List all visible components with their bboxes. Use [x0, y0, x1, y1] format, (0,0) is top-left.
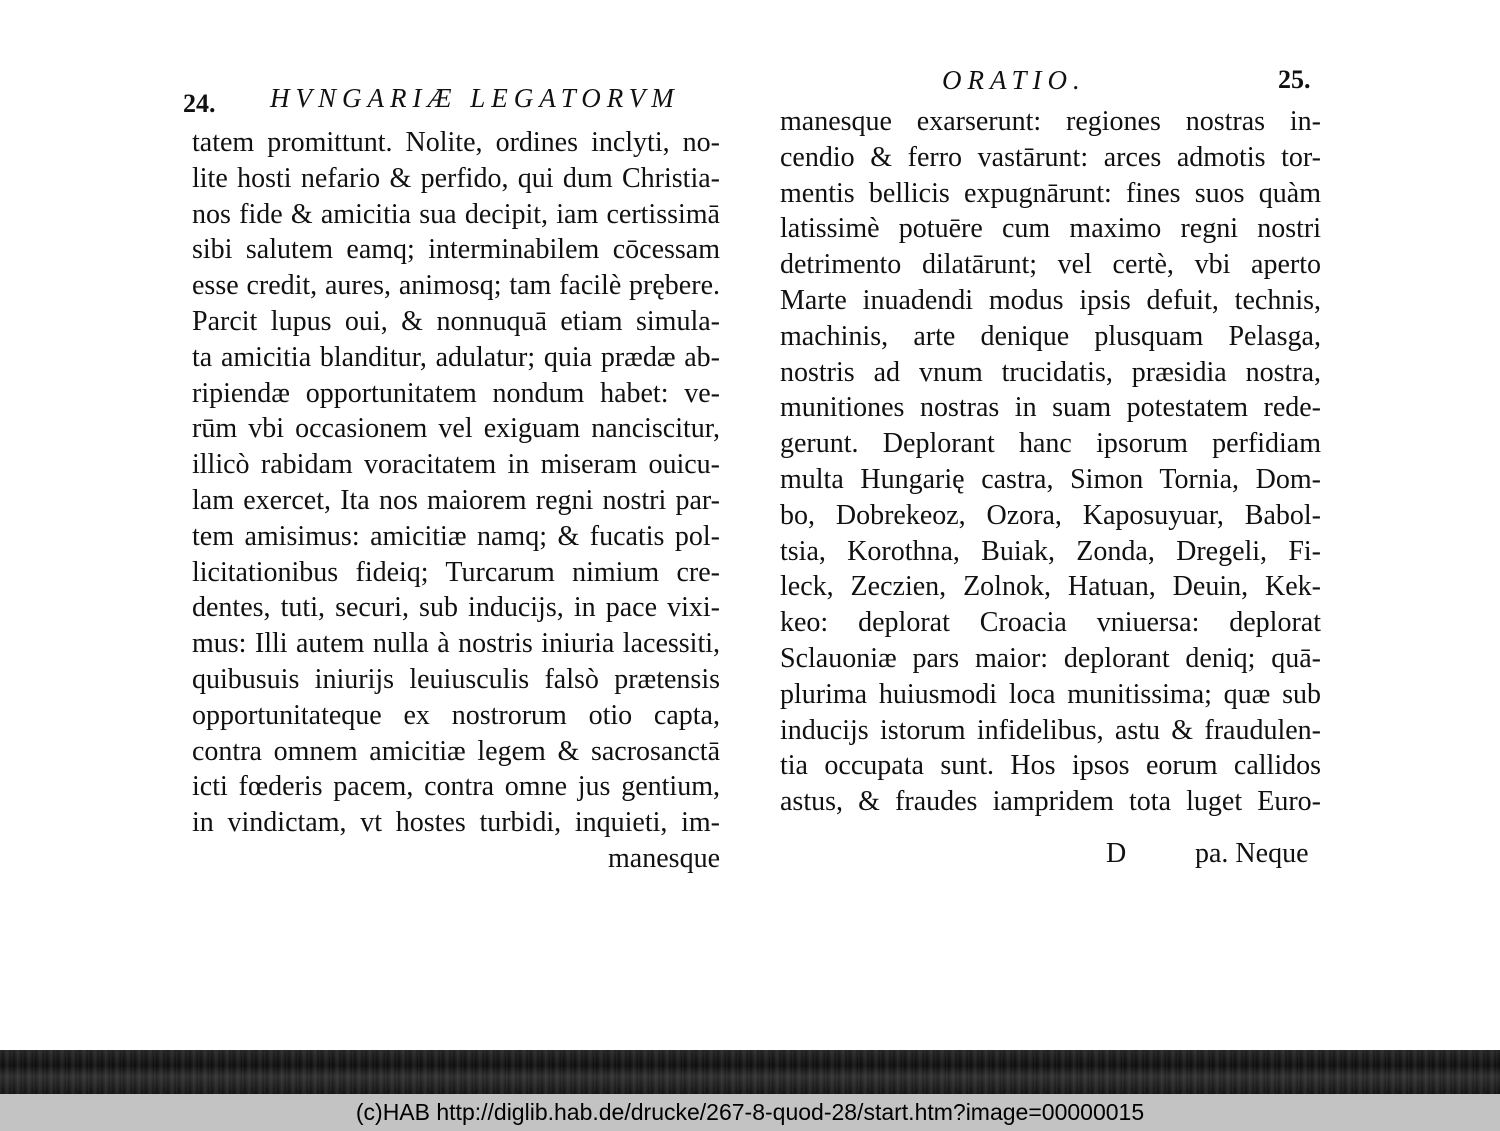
- text-line: detrimento dilatārunt; vel certè, vbi aperto: [780, 249, 1321, 281]
- text-line: machinis, arte denique plusquam Pelasga,: [780, 320, 1321, 352]
- text-line: keo: deplorat Croacia vniuersa: deplorat: [780, 607, 1321, 639]
- text-line: astus, & fraudes iampridem tota luget Euro-: [780, 786, 1321, 818]
- catchword: pa. Neque: [1195, 838, 1309, 869]
- text-line: manesque exarserunt: regiones nostras in-: [780, 106, 1321, 137]
- text-line: gerunt. Deplorant hanc ipsorum perfidiam: [780, 428, 1321, 460]
- text-line: esse credit, aures, animosq; tam facilè prębere.: [192, 270, 720, 302]
- text-line: tia occupata sunt. Hos ipsos eorum callidos: [780, 750, 1321, 782]
- text-line: licitationibus fideiq; Turcarum nimium cre-: [192, 556, 720, 588]
- text-line: tatem promittunt. Nolite, ordines inclyti, no-: [192, 127, 720, 158]
- scan-edge-strip: [0, 1050, 1500, 1094]
- text-line: ta amicitia blanditur, adulatur; quia prædæ ab-: [192, 341, 720, 373]
- text-line: icti fœderis pacem, contra omne jus gentium,: [192, 771, 720, 803]
- text-line: dentes, tuti, securi, sub inducijs, in pace vixi-: [192, 592, 720, 624]
- text-line: sibi salutem eamq; interminabilem cōcessam: [192, 234, 720, 266]
- text-line: illicò rabidam voracitatem in miseram ouicu-: [192, 449, 720, 481]
- left-text-block: [192, 125, 720, 877]
- text-line: cendio & ferro vastārunt: arces admotis tor-: [780, 141, 1321, 173]
- text-line: tem amisimus: amicitiæ namq; & fucatis pol-: [192, 520, 720, 552]
- text-line: leck, Zeczien, Zolnok, Hatuan, Deuin, Kek-: [780, 571, 1321, 603]
- right-page: [750, 0, 1500, 1050]
- text-line: multa Hungarię castra, Simon Tornia, Dom-: [780, 463, 1321, 495]
- left-page-number: 24.: [183, 89, 216, 118]
- text-line: munitiones nostras in suam potestatem rede-: [780, 392, 1321, 424]
- text-line: opportunitateque ex nostrorum otio capta,: [192, 699, 720, 731]
- text-line: plurima huiusmodi loca munitissima; quæ sub: [780, 678, 1321, 710]
- text-line: lite hosti nefario & perfido, qui dum Christia-: [192, 162, 720, 194]
- text-line: tsia, Korothna, Buiak, Zonda, Dregeli, Fi-: [780, 535, 1321, 567]
- text-line: quibusuis iniurijs leuiusculis falsò prætensis: [192, 663, 720, 695]
- left-running-head: HVNGARIÆ LEGATORVM: [270, 83, 680, 113]
- text-line: bo, Dobrekeoz, Ozora, Kaposuyuar, Babol-: [780, 499, 1321, 531]
- text-line: ripiendæ opportunitatem nondum habet: ve-: [192, 377, 720, 409]
- text-line: mentis bellicis expugnārunt: fines suos quàm: [780, 177, 1321, 209]
- text-line: rūm vbi occasionem vel exiguam nanciscitur,: [192, 413, 720, 445]
- signature-mark: D: [1106, 838, 1127, 869]
- right-page-number: 25.: [1278, 65, 1311, 94]
- text-line: nostris ad vnum trucidatis, præsidia nostra,: [780, 356, 1321, 388]
- text-line: Parcit lupus oui, & nonnuquā etiam simula-: [192, 305, 720, 337]
- right-running-head: ORATIO.: [942, 65, 1086, 95]
- left-page: [0, 0, 750, 1050]
- text-line: Marte inuadendi modus ipsis defuit, technis,: [780, 284, 1321, 316]
- text-line: contra omnem amicitiæ legem & sacrosanctā: [192, 735, 720, 767]
- text-line: in vindictam, vt hostes turbidi, inquieti, im-: [192, 807, 720, 839]
- copyright-footer: (c)HAB http://diglib.hab.de/drucke/267-8-quod-28/start.htm?image=00000015: [0, 1094, 1500, 1131]
- right-text-block: [780, 104, 1321, 820]
- text-line: Sclauoniæ pars maior: deplorant deniq; quā-: [780, 642, 1321, 674]
- text-line: nos fide & amicitia sua decipit, iam certissimā: [192, 198, 720, 230]
- text-line: lam exercet, Ita nos maiorem regni nostri par-: [192, 484, 720, 516]
- text-line: inducijs istorum infidelibus, astu & fraudulen-: [780, 714, 1321, 746]
- text-line: latissimè potuēre cum maximo regni nostri: [780, 213, 1321, 245]
- text-line: mus: Illi autem nulla à nostris iniuria lacessiti,: [192, 628, 720, 660]
- catchword-line: manesque: [608, 842, 720, 874]
